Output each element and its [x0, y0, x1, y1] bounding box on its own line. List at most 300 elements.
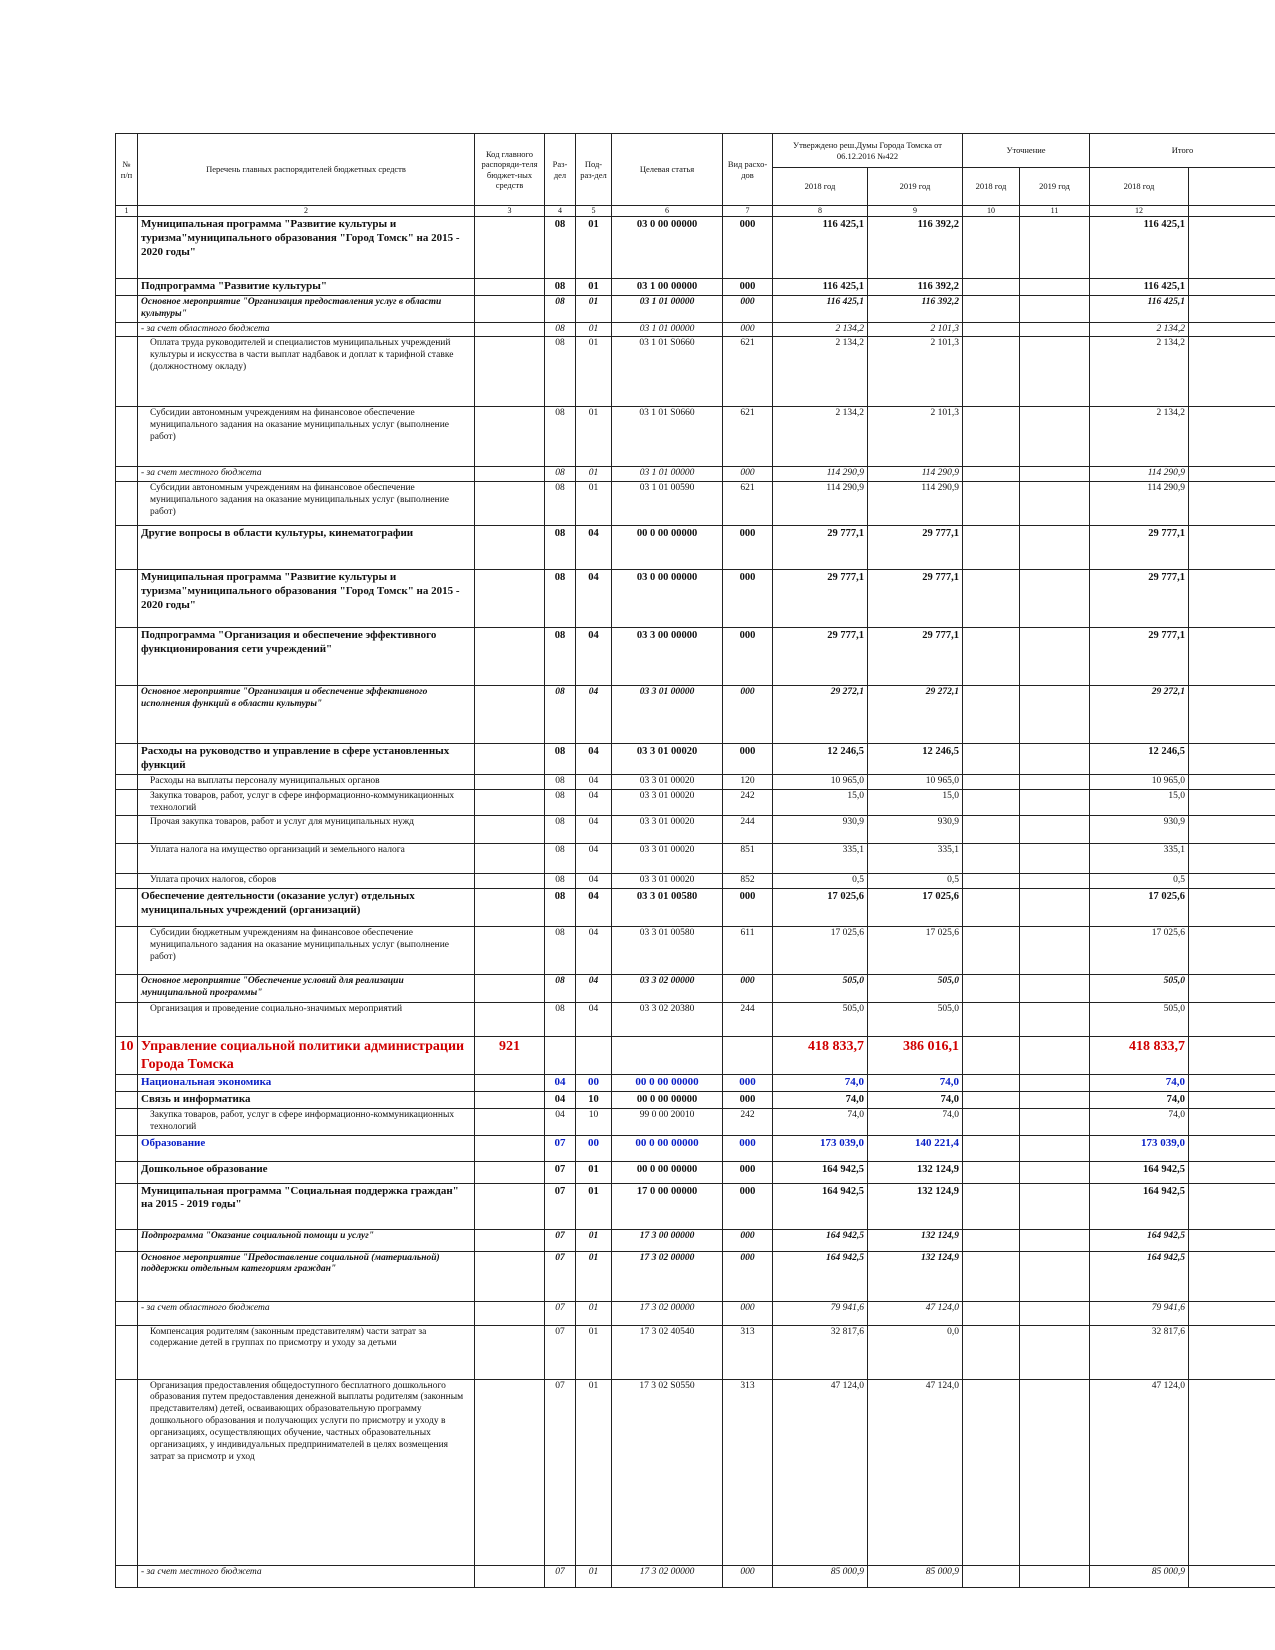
row-change-2019 — [1020, 1229, 1090, 1251]
row-approved-2019: 74,0 — [868, 1108, 963, 1135]
row-change-2018 — [963, 1108, 1020, 1135]
header-razdel: Раз-дел — [545, 134, 576, 206]
row-approved-2018: 335,1 — [773, 844, 868, 874]
row-target: 03 1 00 00000 — [612, 279, 723, 296]
row-change-2019 — [1020, 1108, 1090, 1135]
row-razdel: 07 — [545, 1135, 576, 1161]
row-number — [116, 1075, 138, 1092]
table-row — [116, 279, 1275, 296]
row-code — [475, 407, 545, 467]
row-approved-2018: 17 025,6 — [773, 927, 868, 975]
row-approved-2019: 29 272,1 — [868, 686, 963, 744]
row-podrazdel: 04 — [576, 686, 612, 744]
table-row — [116, 889, 1275, 927]
row-change-2018 — [963, 295, 1020, 322]
row-approved-2019: 930,9 — [868, 816, 963, 844]
row-razdel: 08 — [545, 467, 576, 482]
row-code — [475, 874, 545, 889]
row-total-2019 — [1189, 295, 1275, 322]
row-target: 03 0 00 00000 — [612, 217, 723, 279]
row-code — [475, 1229, 545, 1251]
column-number: 6 — [612, 206, 723, 217]
budget-table — [115, 133, 1275, 1588]
column-number: 8 — [773, 206, 868, 217]
row-approved-2018: 74,0 — [773, 1075, 868, 1092]
row-razdel: 07 — [545, 1183, 576, 1229]
row-vid: 313 — [723, 1325, 773, 1379]
row-total-2018: 505,0 — [1090, 1003, 1189, 1037]
row-change-2018 — [963, 1075, 1020, 1092]
row-code — [475, 628, 545, 686]
row-name: Муниципальная программа "Развитие культуры и туризма"муниципального образования "Город Томск" на 2015 - 2020 годы" — [138, 217, 475, 279]
row-total-2018: 505,0 — [1090, 975, 1189, 1003]
row-number — [116, 744, 138, 775]
table-row — [116, 1037, 1275, 1075]
row-vid: 000 — [723, 1301, 773, 1325]
row-vid: 611 — [723, 927, 773, 975]
row-number — [116, 1565, 138, 1587]
row-approved-2018: 114 290,9 — [773, 482, 868, 526]
row-code — [475, 1251, 545, 1301]
table-row — [116, 789, 1275, 816]
row-approved-2019: 116 392,2 — [868, 217, 963, 279]
column-number: 2 — [138, 206, 475, 217]
row-change-2018 — [963, 1183, 1020, 1229]
row-total-2018: 29 777,1 — [1090, 526, 1189, 570]
row-approved-2018: 116 425,1 — [773, 295, 868, 322]
header-no: № п/п — [116, 134, 138, 206]
row-code — [475, 1183, 545, 1229]
row-name: Управление социальной политики администрации Города Томска — [138, 1037, 475, 1075]
row-podrazdel: 04 — [576, 816, 612, 844]
row-vid: 852 — [723, 874, 773, 889]
row-total-2018: 418 833,7 — [1090, 1037, 1189, 1075]
row-code — [475, 1565, 545, 1587]
row-code — [475, 889, 545, 927]
row-vid: 851 — [723, 844, 773, 874]
row-target: 03 3 02 00000 — [612, 975, 723, 1003]
row-approved-2018: 114 290,9 — [773, 467, 868, 482]
row-change-2019 — [1020, 975, 1090, 1003]
row-total-2019 — [1189, 874, 1275, 889]
row-total-2019 — [1189, 1037, 1275, 1075]
header-target: Целевая статья — [612, 134, 723, 206]
row-change-2019 — [1020, 874, 1090, 889]
row-number — [116, 279, 138, 296]
row-change-2019 — [1020, 482, 1090, 526]
row-code — [475, 1379, 545, 1565]
row-target: 03 3 01 00020 — [612, 844, 723, 874]
row-approved-2018: 29 272,1 — [773, 686, 868, 744]
row-razdel: 08 — [545, 789, 576, 816]
row-total-2019 — [1189, 1229, 1275, 1251]
row-change-2019 — [1020, 1183, 1090, 1229]
table-row — [116, 774, 1275, 789]
row-total-2018: 173 039,0 — [1090, 1135, 1189, 1161]
row-code — [475, 744, 545, 775]
row-approved-2018: 0,5 — [773, 874, 868, 889]
table-row — [116, 337, 1275, 407]
row-name: Связь и информатика — [138, 1092, 475, 1109]
row-change-2018 — [963, 816, 1020, 844]
row-vid: 000 — [723, 975, 773, 1003]
table-row — [116, 975, 1275, 1003]
row-change-2019 — [1020, 927, 1090, 975]
row-total-2018: 12 246,5 — [1090, 744, 1189, 775]
row-razdel: 07 — [545, 1161, 576, 1183]
row-podrazdel: 04 — [576, 1003, 612, 1037]
row-vid: 000 — [723, 686, 773, 744]
row-number — [116, 407, 138, 467]
row-approved-2018: 2 134,2 — [773, 322, 868, 337]
table-row — [116, 322, 1275, 337]
row-razdel: 08 — [545, 628, 576, 686]
row-approved-2018: 47 124,0 — [773, 1379, 868, 1565]
row-target: 17 3 00 00000 — [612, 1229, 723, 1251]
row-razdel: 08 — [545, 279, 576, 296]
row-code — [475, 279, 545, 296]
row-podrazdel: 01 — [576, 407, 612, 467]
row-number — [116, 1135, 138, 1161]
row-podrazdel: 04 — [576, 744, 612, 775]
row-target: 03 0 00 00000 — [612, 570, 723, 628]
row-number — [116, 1325, 138, 1379]
table-row — [116, 927, 1275, 975]
row-number — [116, 816, 138, 844]
row-razdel: 08 — [545, 217, 576, 279]
row-vid: 621 — [723, 337, 773, 407]
table-row — [116, 526, 1275, 570]
row-change-2019 — [1020, 1075, 1090, 1092]
row-name: Прочая закупка товаров, работ и услуг для муниципальных нужд — [138, 816, 475, 844]
row-change-2018 — [963, 1301, 1020, 1325]
row-podrazdel: 04 — [576, 975, 612, 1003]
row-approved-2019: 74,0 — [868, 1075, 963, 1092]
row-approved-2018: 32 817,6 — [773, 1325, 868, 1379]
row-approved-2019: 0,0 — [868, 1325, 963, 1379]
row-change-2018 — [963, 1037, 1020, 1075]
row-razdel: 07 — [545, 1379, 576, 1565]
row-code — [475, 217, 545, 279]
row-vid — [723, 1037, 773, 1075]
row-change-2019 — [1020, 1092, 1090, 1109]
row-approved-2019: 0,5 — [868, 874, 963, 889]
row-total-2018: 930,9 — [1090, 816, 1189, 844]
row-approved-2019: 10 965,0 — [868, 774, 963, 789]
row-change-2019 — [1020, 467, 1090, 482]
row-change-2018 — [963, 570, 1020, 628]
row-podrazdel: 10 — [576, 1092, 612, 1109]
row-total-2018: 10 965,0 — [1090, 774, 1189, 789]
row-name: Основное мероприятие "Предоставление социальной (материальной) поддержки отдельным категориям граждан" — [138, 1251, 475, 1301]
row-podrazdel: 01 — [576, 295, 612, 322]
row-total-2018: 85 000,9 — [1090, 1565, 1189, 1587]
row-change-2018 — [963, 1325, 1020, 1379]
row-podrazdel: 10 — [576, 1108, 612, 1135]
row-podrazdel: 04 — [576, 570, 612, 628]
row-number — [116, 874, 138, 889]
row-code — [475, 1075, 545, 1092]
row-total-2018: 114 290,9 — [1090, 482, 1189, 526]
row-approved-2018: 15,0 — [773, 789, 868, 816]
row-razdel: 07 — [545, 1301, 576, 1325]
row-code — [475, 975, 545, 1003]
row-podrazdel: 01 — [576, 1301, 612, 1325]
row-change-2018 — [963, 844, 1020, 874]
row-change-2019 — [1020, 337, 1090, 407]
row-total-2018: 32 817,6 — [1090, 1325, 1189, 1379]
row-code — [475, 295, 545, 322]
row-vid: 000 — [723, 1092, 773, 1109]
row-approved-2018: 164 942,5 — [773, 1183, 868, 1229]
row-change-2019 — [1020, 789, 1090, 816]
row-podrazdel: 01 — [576, 1325, 612, 1379]
row-approved-2018: 116 425,1 — [773, 217, 868, 279]
row-razdel: 08 — [545, 774, 576, 789]
row-podrazdel: 01 — [576, 279, 612, 296]
row-razdel: 08 — [545, 927, 576, 975]
row-name: Расходы на руководство и управление в сфере установленных функций — [138, 744, 475, 775]
row-number — [116, 467, 138, 482]
row-change-2019 — [1020, 1251, 1090, 1301]
row-name: Основное мероприятие "Организация предоставления услуг в области культуры" — [138, 295, 475, 322]
row-approved-2018: 116 425,1 — [773, 279, 868, 296]
row-target: 03 3 01 00020 — [612, 774, 723, 789]
row-name: Организация предоставления общедоступного бесплатного дошкольного образования путем предоставления денежной выплаты родителям (законным представителям) детей, осваивающих образовательную программу дошкольного образования и получающих услуги по присмотру и уходу в организациях, осуществляющих обучение, частных образовательных организациях, у индивидуальных предпринимателей в целях возмещения затрат за присмотр и уход — [138, 1379, 475, 1565]
row-razdel: 08 — [545, 337, 576, 407]
row-vid: 000 — [723, 279, 773, 296]
table-row — [116, 1251, 1275, 1301]
row-razdel: 08 — [545, 686, 576, 744]
row-total-2019 — [1189, 1108, 1275, 1135]
row-approved-2018: 17 025,6 — [773, 889, 868, 927]
row-podrazdel: 04 — [576, 874, 612, 889]
row-approved-2019: 17 025,6 — [868, 927, 963, 975]
row-total-2018: 74,0 — [1090, 1108, 1189, 1135]
row-total-2018: 17 025,6 — [1090, 927, 1189, 975]
row-target: 03 3 01 00580 — [612, 889, 723, 927]
header-approved: Утверждено реш.Думы Города Томска от 06.12.2016 №422 — [773, 134, 963, 168]
row-approved-2018: 164 942,5 — [773, 1161, 868, 1183]
row-target: 03 1 01 00000 — [612, 467, 723, 482]
row-target: 00 0 00 00000 — [612, 1092, 723, 1109]
row-code — [475, 686, 545, 744]
row-name: - за счет местного бюджета — [138, 467, 475, 482]
row-total-2018: 116 425,1 — [1090, 295, 1189, 322]
row-podrazdel: 01 — [576, 1229, 612, 1251]
row-total-2019 — [1189, 774, 1275, 789]
row-code — [475, 816, 545, 844]
row-name: Подпрограмма "Развитие культуры" — [138, 279, 475, 296]
row-change-2018 — [963, 1565, 1020, 1587]
row-change-2019 — [1020, 1301, 1090, 1325]
row-total-2019 — [1189, 927, 1275, 975]
row-code — [475, 482, 545, 526]
row-total-2019 — [1189, 337, 1275, 407]
row-total-2019 — [1189, 407, 1275, 467]
row-razdel: 04 — [545, 1092, 576, 1109]
row-approved-2019: 29 777,1 — [868, 570, 963, 628]
column-number: 12 — [1090, 206, 1189, 217]
row-approved-2019: 116 392,2 — [868, 295, 963, 322]
table-row — [116, 1075, 1275, 1092]
header-total: Итого — [1090, 134, 1275, 168]
column-number: 11 — [1020, 206, 1090, 217]
row-approved-2019: 2 101,3 — [868, 322, 963, 337]
row-total-2018: 335,1 — [1090, 844, 1189, 874]
table-row — [116, 467, 1275, 482]
row-total-2018: 74,0 — [1090, 1075, 1189, 1092]
column-number-row — [116, 206, 1275, 217]
row-change-2018 — [963, 279, 1020, 296]
row-number — [116, 322, 138, 337]
row-total-2019 — [1189, 744, 1275, 775]
header-podrazdel: Под-раз-дел — [576, 134, 612, 206]
table-row — [116, 1301, 1275, 1325]
budget-table-sheet — [115, 133, 1275, 1588]
row-target: 03 1 01 S0660 — [612, 337, 723, 407]
row-podrazdel: 04 — [576, 774, 612, 789]
row-number — [116, 1229, 138, 1251]
row-code: 921 — [475, 1037, 545, 1075]
row-target: 00 0 00 00000 — [612, 1135, 723, 1161]
row-change-2019 — [1020, 744, 1090, 775]
row-number — [116, 217, 138, 279]
row-razdel: 07 — [545, 1251, 576, 1301]
row-podrazdel: 04 — [576, 889, 612, 927]
row-change-2019 — [1020, 1161, 1090, 1183]
row-razdel: 04 — [545, 1075, 576, 1092]
row-total-2018: 114 290,9 — [1090, 467, 1189, 482]
row-change-2019 — [1020, 816, 1090, 844]
row-approved-2019: 15,0 — [868, 789, 963, 816]
row-total-2019 — [1189, 1183, 1275, 1229]
row-target: 03 1 01 00000 — [612, 295, 723, 322]
row-total-2018: 15,0 — [1090, 789, 1189, 816]
row-target: 03 3 01 00000 — [612, 686, 723, 744]
row-change-2018 — [963, 789, 1020, 816]
row-approved-2018: 79 941,6 — [773, 1301, 868, 1325]
table-row — [116, 1379, 1275, 1565]
row-vid: 000 — [723, 217, 773, 279]
header-total-2019 — [1189, 168, 1275, 206]
row-name: Образование — [138, 1135, 475, 1161]
row-name: Организация и проведение социально-значимых мероприятий — [138, 1003, 475, 1037]
row-name: - за счет областного бюджета — [138, 322, 475, 337]
row-name: Субсидии автономным учреждениям на финансовое обеспечение муниципального задания на оказание муниципальных услуг (выполнение работ) — [138, 482, 475, 526]
row-code — [475, 337, 545, 407]
row-approved-2019: 116 392,2 — [868, 279, 963, 296]
row-approved-2019: 505,0 — [868, 975, 963, 1003]
row-vid: 621 — [723, 482, 773, 526]
row-change-2018 — [963, 1379, 1020, 1565]
row-number — [116, 295, 138, 322]
row-approved-2018: 85 000,9 — [773, 1565, 868, 1587]
row-total-2019 — [1189, 1075, 1275, 1092]
row-razdel — [545, 1037, 576, 1075]
row-total-2018: 116 425,1 — [1090, 279, 1189, 296]
row-name: Расходы на выплаты персоналу муниципальных органов — [138, 774, 475, 789]
row-podrazdel: 01 — [576, 467, 612, 482]
row-total-2019 — [1189, 279, 1275, 296]
row-change-2019 — [1020, 407, 1090, 467]
row-total-2018: 79 941,6 — [1090, 1301, 1189, 1325]
table-row — [116, 1565, 1275, 1587]
row-podrazdel: 01 — [576, 1379, 612, 1565]
row-name: Закупка товаров, работ, услуг в сфере информационно-коммуникационных технологий — [138, 1108, 475, 1135]
table-row — [116, 1161, 1275, 1183]
row-podrazdel: 01 — [576, 1183, 612, 1229]
row-code — [475, 322, 545, 337]
row-approved-2019: 29 777,1 — [868, 526, 963, 570]
row-name: Компенсация родителям (законным представителям) части затрат за содержание детей в группах по присмотру и уходу за детьми — [138, 1325, 475, 1379]
table-row — [116, 874, 1275, 889]
row-podrazdel: 04 — [576, 844, 612, 874]
row-vid: 000 — [723, 1135, 773, 1161]
row-change-2019 — [1020, 1003, 1090, 1037]
row-code — [475, 789, 545, 816]
row-razdel: 08 — [545, 889, 576, 927]
row-podrazdel: 01 — [576, 322, 612, 337]
row-total-2019 — [1189, 482, 1275, 526]
row-target: 00 0 00 00000 — [612, 1075, 723, 1092]
row-approved-2018: 29 777,1 — [773, 628, 868, 686]
row-approved-2018: 505,0 — [773, 975, 868, 1003]
row-approved-2019: 132 124,9 — [868, 1251, 963, 1301]
row-approved-2018: 164 942,5 — [773, 1251, 868, 1301]
row-change-2019 — [1020, 628, 1090, 686]
row-name: Уплата прочих налогов, сборов — [138, 874, 475, 889]
row-code — [475, 774, 545, 789]
row-change-2018 — [963, 1135, 1020, 1161]
row-total-2019 — [1189, 467, 1275, 482]
row-total-2018: 2 134,2 — [1090, 337, 1189, 407]
row-approved-2018: 12 246,5 — [773, 744, 868, 775]
row-number — [116, 1301, 138, 1325]
row-approved-2019: 2 101,3 — [868, 407, 963, 467]
row-total-2019 — [1189, 1003, 1275, 1037]
row-approved-2018: 2 134,2 — [773, 407, 868, 467]
row-change-2018 — [963, 874, 1020, 889]
row-vid: 242 — [723, 789, 773, 816]
row-total-2019 — [1189, 1565, 1275, 1587]
column-number: 1 — [116, 206, 138, 217]
row-total-2019 — [1189, 889, 1275, 927]
row-approved-2019: 74,0 — [868, 1092, 963, 1109]
row-name: Подпрограмма "Организация и обеспечение эффективного функционирования сети учреждений" — [138, 628, 475, 686]
table-row — [116, 1108, 1275, 1135]
row-change-2019 — [1020, 1565, 1090, 1587]
row-razdel: 08 — [545, 322, 576, 337]
row-podrazdel: 01 — [576, 482, 612, 526]
row-podrazdel: 01 — [576, 337, 612, 407]
row-razdel: 08 — [545, 295, 576, 322]
row-total-2019 — [1189, 1325, 1275, 1379]
row-change-2019 — [1020, 1037, 1090, 1075]
row-approved-2019: 132 124,9 — [868, 1229, 963, 1251]
row-approved-2018: 29 777,1 — [773, 526, 868, 570]
row-razdel: 08 — [545, 407, 576, 467]
row-approved-2019: 140 221,4 — [868, 1135, 963, 1161]
row-razdel: 08 — [545, 744, 576, 775]
row-target: 17 3 02 40540 — [612, 1325, 723, 1379]
row-vid: 120 — [723, 774, 773, 789]
row-change-2019 — [1020, 526, 1090, 570]
row-total-2018: 2 134,2 — [1090, 407, 1189, 467]
row-change-2018 — [963, 337, 1020, 407]
table-row — [116, 407, 1275, 467]
row-total-2019 — [1189, 1161, 1275, 1183]
